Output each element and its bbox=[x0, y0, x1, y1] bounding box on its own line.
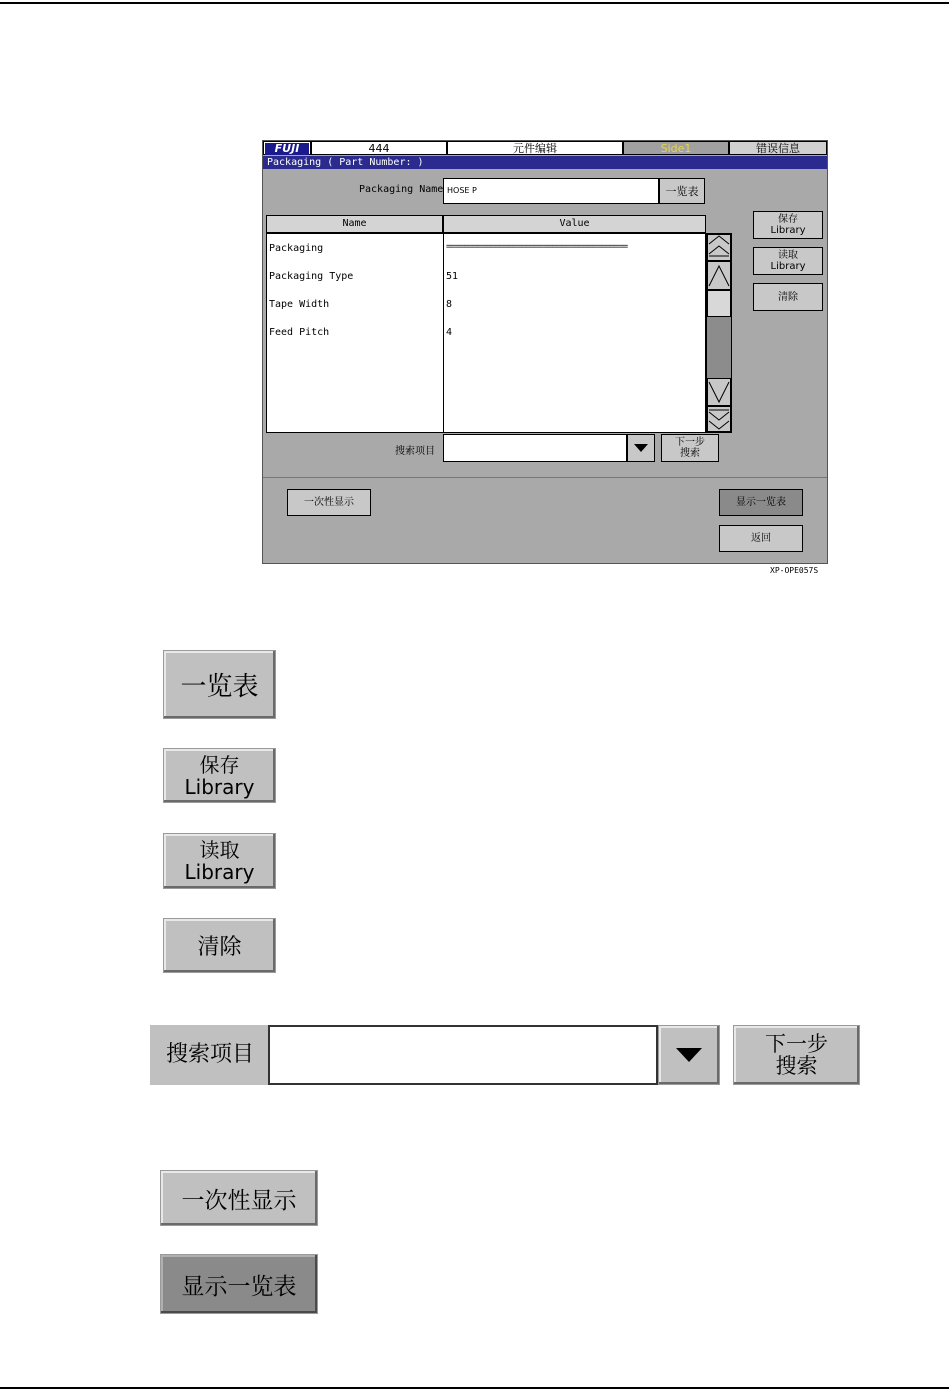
enlarged-one-time-display-button[interactable]: 一次性显示 bbox=[160, 1170, 318, 1226]
read-library-button[interactable]: 读取 Library bbox=[753, 247, 823, 275]
packaging-name-label: Packaging Name bbox=[359, 184, 444, 195]
error-info-button[interactable]: 错误信息 bbox=[729, 141, 827, 155]
dropdown-arrow-icon bbox=[634, 444, 648, 452]
top-field-count: 444 bbox=[311, 141, 447, 155]
row-value-packaging[interactable]: ========================================= bbox=[446, 242, 628, 252]
enlarged-list-button[interactable]: 一览表 bbox=[163, 650, 276, 719]
top-rule bbox=[0, 2, 949, 4]
row-value-tape-width[interactable]: 8 bbox=[446, 299, 453, 310]
row-name-packaging-type[interactable]: Packaging Type bbox=[269, 271, 354, 282]
title-bar: Packaging ( Part Number: ) bbox=[263, 156, 827, 169]
separator bbox=[263, 477, 827, 478]
column-header-value: Value bbox=[443, 215, 706, 233]
row-name-feed-pitch[interactable]: Feed Pitch bbox=[269, 327, 330, 338]
save-library-button[interactable]: 保存 Library bbox=[753, 211, 823, 239]
one-time-display-button[interactable]: 一次性显示 bbox=[287, 489, 371, 516]
row-name-packaging[interactable]: Packaging bbox=[269, 243, 324, 254]
enlarged-next-search-button[interactable]: 下一步 搜索 bbox=[733, 1025, 860, 1085]
enlarged-save-library-button[interactable]: 保存 Library bbox=[163, 748, 276, 803]
enlarged-search-label: 搜索项目 bbox=[150, 1025, 270, 1085]
enlarged-search-dropdown-button[interactable] bbox=[658, 1025, 720, 1085]
row-value-packaging-type[interactable]: 51 bbox=[446, 271, 459, 282]
bottom-rule bbox=[0, 1387, 949, 1389]
row-value-feed-pitch[interactable]: 4 bbox=[446, 327, 453, 338]
dropdown-arrow-icon bbox=[676, 1048, 702, 1062]
list-button[interactable]: 一览表 bbox=[659, 178, 705, 204]
fuji-logo: FUJI bbox=[263, 141, 311, 155]
enlarged-read-library-button[interactable]: 读取 Library bbox=[163, 833, 276, 889]
enlarged-search-input[interactable] bbox=[268, 1025, 658, 1085]
top-field-side[interactable]: Side1 bbox=[623, 141, 729, 155]
column-divider bbox=[443, 233, 444, 433]
next-search-button[interactable]: 下一步 搜索 bbox=[661, 434, 719, 462]
search-dropdown-button[interactable] bbox=[627, 434, 655, 462]
enlarged-clear-button[interactable]: 清除 bbox=[163, 918, 276, 973]
data-table bbox=[266, 233, 706, 433]
packaging-editor-window bbox=[262, 140, 828, 564]
clear-button[interactable]: 清除 bbox=[753, 283, 823, 311]
top-field-mode: 元件编辑 bbox=[447, 141, 623, 155]
figure-id: XP-OPE057S bbox=[770, 566, 819, 575]
back-button[interactable]: 返回 bbox=[719, 525, 803, 552]
column-header-name: Name bbox=[266, 215, 443, 233]
row-name-tape-width[interactable]: Tape Width bbox=[269, 299, 330, 310]
packaging-name-input[interactable]: HOSE P bbox=[443, 178, 659, 204]
enlarged-show-list-button[interactable]: 显示一览表 bbox=[160, 1254, 318, 1314]
show-list-button[interactable]: 显示一览表 bbox=[719, 489, 803, 516]
search-item-label: 搜索项目 bbox=[395, 446, 435, 457]
vertical-scrollbar[interactable] bbox=[706, 233, 732, 433]
search-item-input[interactable] bbox=[443, 434, 627, 462]
